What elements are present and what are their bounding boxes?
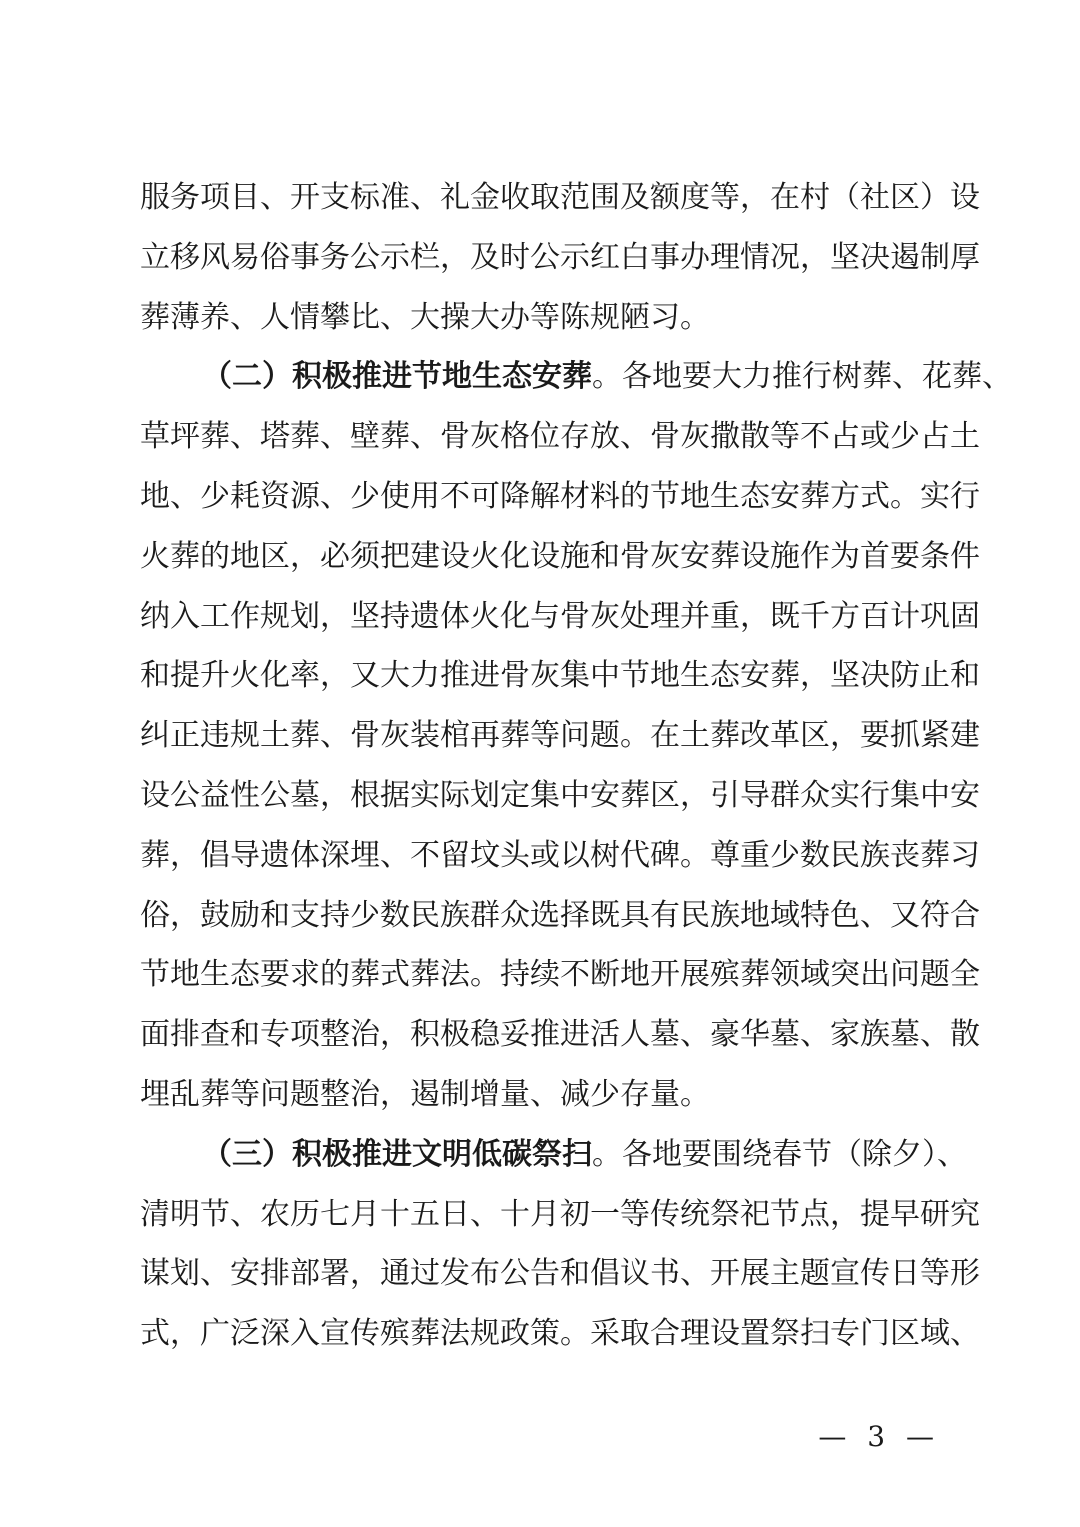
paragraph-line: 地、少耗资源、少使用不可降解材料的节地生态安葬方式。实行 <box>140 478 980 514</box>
paragraph-line: 纠正违规土葬、骨灰装棺再葬等问题。在土葬改革区，要抓紧建 <box>140 718 980 754</box>
body-text <box>140 168 1012 1364</box>
page-number: — 3 — <box>818 1420 940 1453</box>
paragraph-line: 立移风易俗事务公示栏，及时公示红白事办理情况，坚决遏制厚 <box>140 239 980 275</box>
paragraph-line: 谋划、安排部署，通过发布公告和倡议书、开展主题宣传日等形 <box>140 1256 980 1292</box>
paragraph-line: 面排查和专项整治，积极稳妥推进活人墓、豪华墓、家族墓、散 <box>140 1017 980 1053</box>
paragraph-line: 俗，鼓励和支持少数民族群众选择既具有民族地域特色、又符合 <box>140 897 980 933</box>
paragraph-line: 服务项目、开支标准、礼金收取范围及额度等，在村（社区）设 <box>140 180 980 215</box>
paragraph-line: 节地生态要求的葬式葬法。持续不断地开展殡葬领域突出问题全 <box>140 957 980 993</box>
paragraph-line: 葬，倡导遗体深埋、不留坟头或以树代碑。尊重少数民族丧葬习 <box>140 837 980 873</box>
section-heading: （二）积极推进节地生态安葬 <box>202 359 592 395</box>
paragraph-line: 葬薄养、人情攀比、大操大办等陈规陋习。 <box>140 299 710 335</box>
section-first-line <box>140 347 1012 407</box>
paragraph-line: 火葬的地区，必须把建设火化设施和骨灰安葬设施作为首要条件 <box>140 538 980 574</box>
section-first-line <box>140 1125 967 1185</box>
paragraph-line: 和提升火化率，又大力推进骨灰集中节地生态安葬，坚决防止和 <box>140 658 980 694</box>
section-lead-text: 。各地要围绕春节（除夕）、 <box>592 1136 967 1172</box>
section-heading: （三）积极推进文明低碳祭扫 <box>202 1136 592 1172</box>
paragraph-line: 埋乱葬等问题整治，遏制增量、减少存量。 <box>140 1076 710 1112</box>
paragraph-line: 设公益性公墓，根据实际划定集中安葬区，引导群众实行集中安 <box>140 777 980 813</box>
paragraph-line: 式，广泛深入宣传殡葬法规政策。采取合理设置祭扫专门区域、 <box>140 1316 980 1352</box>
paragraph-line: 纳入工作规划，坚持遗体火化与骨灰处理并重，既千方百计巩固 <box>140 598 980 634</box>
paragraph-line: 草坪葬、塔葬、壁葬、骨灰格位存放、骨灰撒散等不占或少占土 <box>140 419 980 455</box>
section-lead-text: 。各地要大力推行树葬、花葬、 <box>592 359 1012 395</box>
paragraph-line: 清明节、农历七月十五日、十月初一等传统祭祀节点，提早研究 <box>140 1196 980 1232</box>
